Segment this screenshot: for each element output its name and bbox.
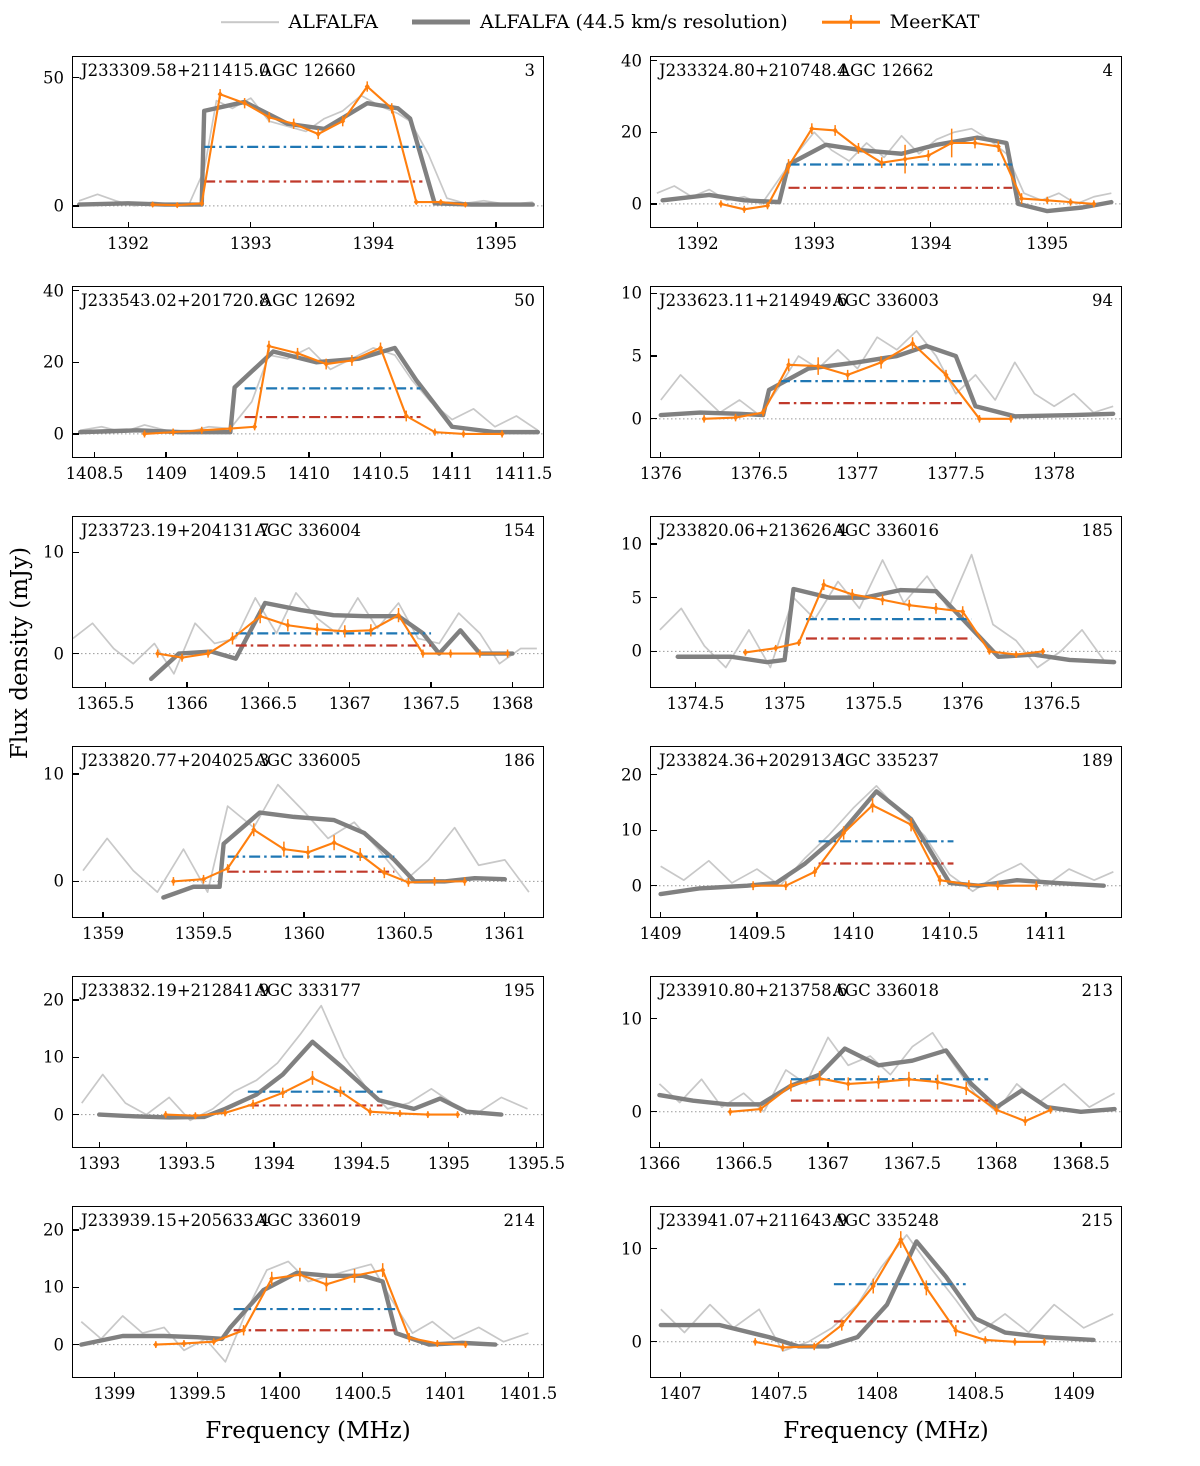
meerkat-marker <box>324 1281 329 1287</box>
x-tick-labels <box>73 1147 566 1177</box>
x-tick-labels <box>73 1377 558 1407</box>
x-tick-label: 1368 <box>491 694 534 713</box>
legend-item-alfalfa-smooth <box>412 11 788 33</box>
source-agc-id: AGC 336018 <box>833 981 939 1000</box>
plot-canvas <box>651 287 1121 457</box>
y-tick-mark <box>651 60 657 61</box>
y-tick-label: 10 <box>621 1239 642 1259</box>
x-tick-label: 1368 <box>975 1154 1018 1173</box>
source-jname: J233832.19+212841.9 <box>81 981 270 1000</box>
y-tick-mark <box>73 433 79 434</box>
plot-canvas <box>73 287 543 457</box>
meerkat-marker <box>310 1075 315 1081</box>
x-tick-label: 1409 <box>639 924 682 943</box>
alfalfa-smoothed-series <box>163 813 504 898</box>
x-tick-label: 1400 <box>259 1384 302 1403</box>
y-tick-label: 0 <box>53 424 64 444</box>
x-tick-label: 1393 <box>793 234 836 253</box>
source-jname: J233910.80+213758.6 <box>659 981 848 1000</box>
x-tick-label: 1401 <box>424 1384 467 1403</box>
y-tick-label: 10 <box>43 1047 64 1067</box>
x-tick-label: 1401.5 <box>499 1384 558 1403</box>
source-jname: J233824.36+202913.1 <box>659 751 848 770</box>
source-jname: J233543.02+201720.8 <box>81 291 270 310</box>
y-tick-label: 0 <box>53 644 64 664</box>
y-tick-labels <box>599 1207 651 1377</box>
plot-canvas <box>651 517 1121 687</box>
meerkat-marker <box>718 201 723 207</box>
panel-index: 154 <box>503 521 535 540</box>
plot-area <box>651 57 1121 227</box>
y-tick-labels <box>599 977 651 1147</box>
source-agc-id: AGC 12662 <box>838 61 934 80</box>
x-tick-labels <box>639 917 1121 947</box>
plot-area <box>73 1207 543 1377</box>
y-tick-mark <box>73 1344 79 1345</box>
y-tick-mark <box>651 597 657 598</box>
plot-canvas <box>651 1207 1121 1377</box>
y-axis-label: Flux density (mJy) <box>7 546 33 760</box>
y-tick-labels <box>599 283 651 457</box>
meerkat-marker <box>972 140 977 146</box>
x-tick-label: 1410 <box>288 464 330 483</box>
x-tick-labels <box>639 457 1121 487</box>
spectrum-panel-agc-335248 <box>621 1206 1122 1403</box>
plot-area <box>73 747 543 917</box>
legend-label-meerkat: MeerKAT <box>889 11 980 33</box>
x-tick-label: 1366.5 <box>239 694 298 713</box>
source-agc-id: AGC 12692 <box>260 291 356 310</box>
source-agc-id: AGC 336004 <box>255 521 361 540</box>
meerkat-marker <box>218 91 223 97</box>
x-tick-label: 1408.5 <box>65 464 124 483</box>
x-tick-label: 1411 <box>431 464 474 483</box>
source-jname: J233324.80+210748.4 <box>659 61 848 80</box>
legend-item-meerkat <box>822 11 980 33</box>
spectrum-panel-agc-336018 <box>621 976 1122 1173</box>
x-tick-label: 1393 <box>229 234 272 253</box>
x-tick-label: 1394.5 <box>332 1154 391 1173</box>
y-tick-mark <box>73 205 79 206</box>
x-tick-label: 1359.5 <box>174 924 233 943</box>
meerkat-marker <box>742 206 747 212</box>
y-tick-labels <box>21 517 73 687</box>
spectrum-panel-agc-12660 <box>43 56 544 253</box>
source-jname: J233941.07+211643.9 <box>659 1211 848 1230</box>
x-tick-label: 1411.5 <box>494 464 553 483</box>
meerkat-marker <box>933 605 938 611</box>
plot-canvas <box>651 57 1121 227</box>
x-tick-label: 1359 <box>82 924 125 943</box>
x-tick-label: 1395 <box>427 1154 470 1173</box>
meerkat-marker <box>316 131 321 137</box>
y-tick-mark <box>651 651 657 652</box>
spectrum-panel-agc-335237 <box>621 746 1122 943</box>
x-tick-label: 1376.5 <box>730 464 789 483</box>
y-tick-label: 20 <box>43 1220 64 1240</box>
y-tick-mark <box>651 1341 657 1342</box>
y-tick-mark <box>73 881 79 882</box>
meerkat-marker <box>1023 1118 1028 1124</box>
spectrum-panel-agc-333177 <box>43 976 566 1173</box>
x-tick-label: 1367 <box>328 694 371 713</box>
panel-index: 186 <box>503 751 535 770</box>
x-tick-label: 1394 <box>352 234 395 253</box>
y-tick-label: 10 <box>43 764 64 784</box>
plot-area <box>73 977 543 1147</box>
alfalfa-smoothed-series <box>80 348 538 432</box>
x-tick-label: 1408 <box>856 1384 899 1403</box>
y-tick-label: 0 <box>631 1332 642 1352</box>
y-tick-label: 0 <box>631 1102 642 1122</box>
spectrum-panel-agc-12662 <box>621 51 1122 253</box>
y-tick-labels <box>21 57 73 227</box>
x-tick-label: 1378 <box>1033 464 1076 483</box>
panel-index: 94 <box>1092 291 1113 310</box>
meerkat-marker <box>906 1076 911 1082</box>
meerkat-marker <box>181 1340 186 1346</box>
x-tick-label: 1366 <box>165 694 208 713</box>
x-tick-label: 1410.5 <box>920 924 979 943</box>
plot-canvas <box>651 747 1121 917</box>
x-tick-label: 1394 <box>253 1154 296 1173</box>
y-tick-mark <box>73 773 79 774</box>
x-tick-label: 1395 <box>1026 234 1069 253</box>
y-tick-label: 10 <box>43 1277 64 1297</box>
x-tick-labels <box>651 227 1121 257</box>
y-tick-labels <box>599 747 651 917</box>
y-tick-label: 40 <box>43 281 64 301</box>
y-tick-labels <box>21 977 73 1147</box>
y-tick-labels <box>599 517 651 687</box>
source-agc-id: AGC 336019 <box>255 1211 361 1230</box>
x-tick-label: 1410 <box>832 924 875 943</box>
y-tick-label: 0 <box>53 1335 64 1355</box>
y-tick-label: 10 <box>621 1009 642 1029</box>
meerkat-marker <box>414 199 419 205</box>
x-tick-labels <box>651 1377 1121 1407</box>
x-tick-label: 1409 <box>1052 1384 1095 1403</box>
y-tick-label: 10 <box>621 820 642 840</box>
y-tick-label: 20 <box>621 765 642 785</box>
x-tick-labels <box>73 687 543 717</box>
spectrum-panel-agc-336016 <box>621 516 1122 713</box>
y-tick-labels <box>599 51 651 227</box>
x-axis-label-left: Frequency (MHz) <box>205 1418 411 1444</box>
meerkat-marker <box>783 883 788 889</box>
meerkat-marker <box>702 416 707 422</box>
plot-area <box>73 287 543 457</box>
plot-area <box>651 1207 1121 1377</box>
y-tick-label: 0 <box>53 196 64 216</box>
source-jname: J233309.58+211415.0 <box>81 61 270 80</box>
plot-canvas <box>73 1207 543 1377</box>
meerkat-marker <box>903 156 908 162</box>
x-tick-label: 1366 <box>638 1154 681 1173</box>
y-tick-label: 20 <box>43 352 64 372</box>
meerkat-marker <box>171 878 176 884</box>
x-tick-labels <box>651 687 1121 717</box>
source-jname: J233820.06+213626.4 <box>659 521 848 540</box>
x-tick-label: 1410.5 <box>351 464 410 483</box>
alfalfa-smoothed-series <box>661 1241 1094 1346</box>
legend-swatch-alfalfa-smooth <box>412 14 470 30</box>
y-tick-labels <box>21 747 73 917</box>
y-tick-label: 0 <box>631 641 642 661</box>
plot-area <box>651 287 1121 457</box>
x-tick-label: 1392 <box>107 234 150 253</box>
meerkat-marker <box>461 431 466 437</box>
meerkat-marker <box>845 372 850 378</box>
y-tick-mark <box>73 999 79 1000</box>
panel-index: 213 <box>1081 981 1113 1000</box>
meerkat-marker <box>332 839 337 845</box>
panel-index: 189 <box>1081 751 1113 770</box>
spectrum-panel-agc-336019 <box>43 1206 558 1403</box>
plot-canvas <box>73 57 543 227</box>
x-tick-label: 1367 <box>807 1154 849 1173</box>
x-tick-label: 1407.5 <box>749 1384 808 1403</box>
y-tick-mark <box>651 885 657 886</box>
y-tick-label: 0 <box>53 871 64 891</box>
y-tick-label: 5 <box>631 346 642 366</box>
y-tick-mark <box>73 1229 79 1230</box>
panel-index: 4 <box>1102 61 1113 80</box>
meerkat-marker <box>397 1110 402 1116</box>
x-tick-labels <box>73 917 543 947</box>
source-agc-id: AGC 336003 <box>833 291 939 310</box>
x-tick-label: 1399.5 <box>168 1384 227 1403</box>
y-tick-mark <box>73 1114 79 1115</box>
y-tick-label: 10 <box>621 534 642 554</box>
x-tick-label: 1395.5 <box>507 1154 566 1173</box>
y-tick-label: 5 <box>631 588 642 608</box>
x-tick-label: 1361 <box>483 924 526 943</box>
meerkat-marker <box>907 602 912 608</box>
x-tick-label: 1376 <box>639 464 682 483</box>
meerkat-marker <box>315 626 320 632</box>
x-tick-label: 1392 <box>676 234 719 253</box>
source-agc-id: AGC 333177 <box>255 981 361 1000</box>
meerkat-marker <box>455 1111 460 1117</box>
plot-canvas <box>73 747 543 917</box>
meerkat-marker <box>728 1109 733 1115</box>
x-tick-label: 1394 <box>909 234 952 253</box>
meerkat-marker <box>252 424 257 430</box>
y-tick-label: 40 <box>621 51 642 71</box>
y-tick-label: 10 <box>621 283 642 303</box>
source-jname: J233723.19+204131.7 <box>81 521 270 540</box>
y-tick-mark <box>651 132 657 133</box>
y-tick-labels <box>21 1207 73 1377</box>
x-tick-labels <box>638 1147 1121 1177</box>
meerkat-marker <box>305 849 310 855</box>
x-tick-label: 1399 <box>93 1384 136 1403</box>
x-tick-label: 1374.5 <box>666 694 725 713</box>
meerkat-marker <box>880 597 885 603</box>
x-tick-label: 1366.5 <box>714 1154 773 1173</box>
source-agc-id: AGC 335237 <box>833 751 939 770</box>
panel-index: 214 <box>503 1211 535 1230</box>
plot-area <box>73 517 543 687</box>
source-agc-id: AGC 336005 <box>255 751 361 770</box>
x-tick-label: 1367.5 <box>402 694 460 713</box>
spectrum-panel-agc-336005 <box>43 746 544 943</box>
legend-swatch-meerkat <box>822 14 880 30</box>
x-tick-label: 1368.5 <box>1051 1154 1110 1173</box>
y-tick-mark <box>651 1018 657 1019</box>
x-tick-label: 1375.5 <box>844 694 903 713</box>
meerkat-marker <box>425 1111 430 1117</box>
y-tick-mark <box>73 1287 79 1288</box>
alfalfa-raw-series <box>660 555 1105 668</box>
y-tick-mark <box>651 774 657 775</box>
panel-index: 195 <box>503 981 535 1000</box>
y-tick-mark <box>651 293 657 294</box>
meerkat-marker <box>352 1273 357 1279</box>
source-jname: J233623.11+214949.6 <box>659 291 848 310</box>
meerkat-marker <box>743 649 748 655</box>
meerkat-series <box>753 805 1036 885</box>
y-tick-mark <box>651 418 657 419</box>
meerkat-marker <box>448 650 453 656</box>
x-tick-label: 1408.5 <box>946 1384 1005 1403</box>
x-tick-label: 1393 <box>78 1154 121 1173</box>
x-tick-label: 1409 <box>144 464 187 483</box>
y-tick-label: 0 <box>631 194 642 214</box>
x-tick-label: 1407 <box>659 1384 702 1403</box>
y-tick-label: 50 <box>43 68 64 88</box>
panel-index: 215 <box>1081 1211 1113 1230</box>
source-agc-id: AGC 12660 <box>260 61 356 80</box>
meerkat-marker <box>285 622 290 628</box>
legend-label-alfalfa: ALFALFA <box>288 11 379 33</box>
plot-canvas <box>73 517 543 687</box>
plot-area <box>651 747 1121 917</box>
plot-area <box>73 57 543 227</box>
y-tick-labels <box>21 281 73 457</box>
meerkat-marker <box>1042 1339 1047 1345</box>
y-tick-mark <box>73 552 79 553</box>
spectrum-panel-agc-336003 <box>621 283 1122 483</box>
source-jname: J233939.15+205633.4 <box>81 1211 270 1230</box>
x-axis-label-right: Frequency (MHz) <box>783 1418 989 1444</box>
meerkat-marker <box>753 1339 758 1345</box>
source-agc-id: AGC 336016 <box>833 521 939 540</box>
meerkat-marker <box>153 1341 158 1347</box>
alfalfa-smoothed-series <box>79 102 533 205</box>
source-agc-id: AGC 335248 <box>833 1211 939 1230</box>
x-tick-label: 1376 <box>941 694 984 713</box>
panel-index: 185 <box>1081 521 1113 540</box>
y-tick-label: 0 <box>53 1105 64 1125</box>
x-tick-label: 1375 <box>763 694 806 713</box>
legend-label-alfalfa-smooth: ALFALFA (44.5 km/s resolution) <box>480 11 788 33</box>
legend-swatch-alfalfa <box>221 14 279 30</box>
meerkat-marker <box>846 1081 851 1087</box>
x-tick-label: 1411 <box>1024 924 1067 943</box>
plot-canvas <box>651 977 1121 1147</box>
y-tick-mark <box>73 362 79 363</box>
x-tick-label: 1409.5 <box>728 924 786 943</box>
alfalfa-raw-series <box>661 1235 1113 1351</box>
spectrum-panel-agc-12692 <box>43 281 553 483</box>
alfalfa-raw-series <box>82 1006 528 1121</box>
panel-index: 3 <box>524 61 535 80</box>
y-tick-mark <box>651 830 657 831</box>
alfalfa-raw-series <box>83 785 529 893</box>
y-tick-mark <box>651 355 657 356</box>
plot-area <box>651 517 1121 687</box>
y-tick-mark <box>73 653 79 654</box>
meerkat-marker <box>266 343 271 349</box>
y-tick-mark <box>651 543 657 544</box>
plot-canvas <box>73 977 543 1147</box>
x-tick-label: 1393.5 <box>157 1154 216 1173</box>
y-tick-label: 0 <box>631 409 642 429</box>
x-tick-label: 1365.5 <box>76 694 135 713</box>
alfalfa-smoothed-series <box>81 1273 495 1345</box>
x-tick-label: 1409.5 <box>208 464 267 483</box>
y-tick-label: 10 <box>43 542 64 562</box>
meerkat-marker <box>432 878 437 884</box>
y-tick-mark <box>73 290 79 291</box>
y-tick-mark <box>651 1111 657 1112</box>
legend <box>0 0 1200 44</box>
y-tick-mark <box>651 203 657 204</box>
alfalfa-raw-series <box>657 129 1112 204</box>
x-tick-label: 1360 <box>282 924 325 943</box>
y-tick-label: 20 <box>43 990 64 1010</box>
x-tick-labels <box>73 227 543 257</box>
x-tick-label: 1360.5 <box>375 924 434 943</box>
spectrum-panel-agc-336004 <box>43 516 544 713</box>
y-tick-mark <box>651 1248 657 1249</box>
plot-area <box>651 977 1121 1147</box>
y-tick-label: 20 <box>621 122 642 142</box>
y-tick-mark <box>73 77 79 78</box>
x-tick-label: 1367.5 <box>883 1154 942 1173</box>
source-jname: J233820.77+204025.3 <box>81 751 270 770</box>
x-tick-label: 1400.5 <box>333 1384 392 1403</box>
legend-item-alfalfa <box>221 11 378 33</box>
panel-index: 50 <box>514 291 535 310</box>
x-tick-label: 1377 <box>836 464 879 483</box>
x-tick-label: 1395 <box>474 234 517 253</box>
y-tick-mark <box>73 1057 79 1058</box>
x-tick-labels <box>65 457 553 487</box>
alfalfa-raw-series <box>79 96 533 206</box>
x-tick-label: 1376.5 <box>1022 694 1081 713</box>
meerkat-marker <box>1012 1339 1017 1345</box>
y-tick-label: 0 <box>631 876 642 896</box>
meerkat-marker <box>926 152 931 158</box>
x-tick-label: 1377.5 <box>926 464 985 483</box>
